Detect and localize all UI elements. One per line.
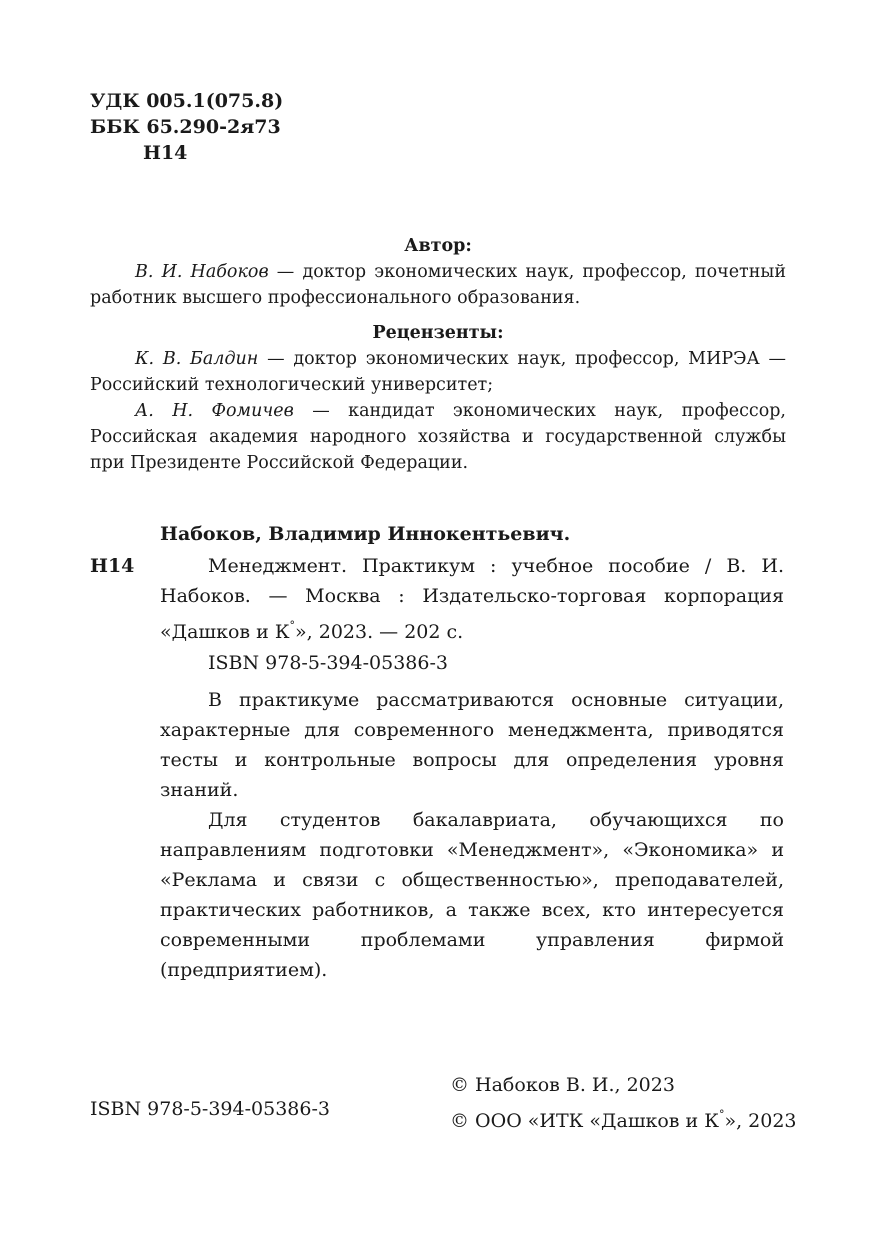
reviewer-description: — доктор экономических наук, профессор, МИРЭА — Российский технологический университет; xyxy=(90,349,786,395)
authors-heading: Автор: xyxy=(404,236,472,256)
author-mark: Н14 xyxy=(143,142,188,164)
record-isbn: ISBN 978-5-394-05386-3 xyxy=(208,652,448,674)
record-heading: Набоков, Владимир Иннокентьевич. xyxy=(160,523,571,545)
annotation-paragraph: Для студентов бакалавриата, обучающихся по направлениям подготовки «Менеджмент», «Экономика» и «Реклама и связи с общественностью», преподавателей, практических работников, а также всех, кто интересуется современными проблемами управления фирмой (предприятием). xyxy=(160,809,784,981)
copyright-degree-mark: ° xyxy=(718,1108,725,1121)
author-description: — доктор экономических наук, профессор, почетный работник высшего профессионального образования. xyxy=(90,262,786,308)
annotation xyxy=(160,685,784,985)
degree-mark: ° xyxy=(289,619,296,632)
copyright-publisher xyxy=(450,1100,797,1136)
copyright-publisher-tail: », 2023 xyxy=(724,1110,797,1132)
reviewers-heading: Рецензенты: xyxy=(372,323,504,343)
reviewer-entry xyxy=(90,346,786,398)
reviewer-entry xyxy=(90,398,786,476)
footer-isbn: ISBN 978-5-394-05386-3 xyxy=(90,1098,330,1120)
annotation-paragraph: В практикуме рассматриваются основные ситуации, характерные для современного менеджмента, приводятся тесты и контрольные вопросы для определения уровня знаний. xyxy=(160,689,784,801)
record-side-mark: Н14 xyxy=(90,555,135,577)
reviewer-name: А. Н. Фомичев xyxy=(135,401,294,421)
copyright-publisher-text: © ООО «ИТК «Дашков и К xyxy=(450,1110,719,1132)
author-name: В. И. Набоков xyxy=(135,262,269,282)
authors-section xyxy=(90,233,786,311)
reviewer-description: — кандидат экономических наук, профессор, Российская академия народного хозяйства и государственной службы при Президенте Российской Федерации. xyxy=(90,401,786,473)
author-entry xyxy=(90,259,786,311)
udk-code: УДК 005.1(075.8) xyxy=(90,90,284,112)
reviewer-name: К. В. Балдин xyxy=(135,349,259,369)
description-tail: », 2023. — 202 с. xyxy=(295,621,464,643)
copyright-author: © Набоков В. И., 2023 xyxy=(450,1074,675,1096)
bbk-code: ББК 65.290-2я73 xyxy=(90,116,281,138)
reviewers-section xyxy=(90,320,786,476)
classification-codes xyxy=(90,88,283,166)
bibliographic-description xyxy=(160,551,784,647)
description-text: Менеджмент. Практикум : учебное пособие / В. И. Набоков. — Москва : Издательско-торговая корпорация «Дашков и К xyxy=(160,555,784,643)
copyright-block xyxy=(450,1070,797,1136)
